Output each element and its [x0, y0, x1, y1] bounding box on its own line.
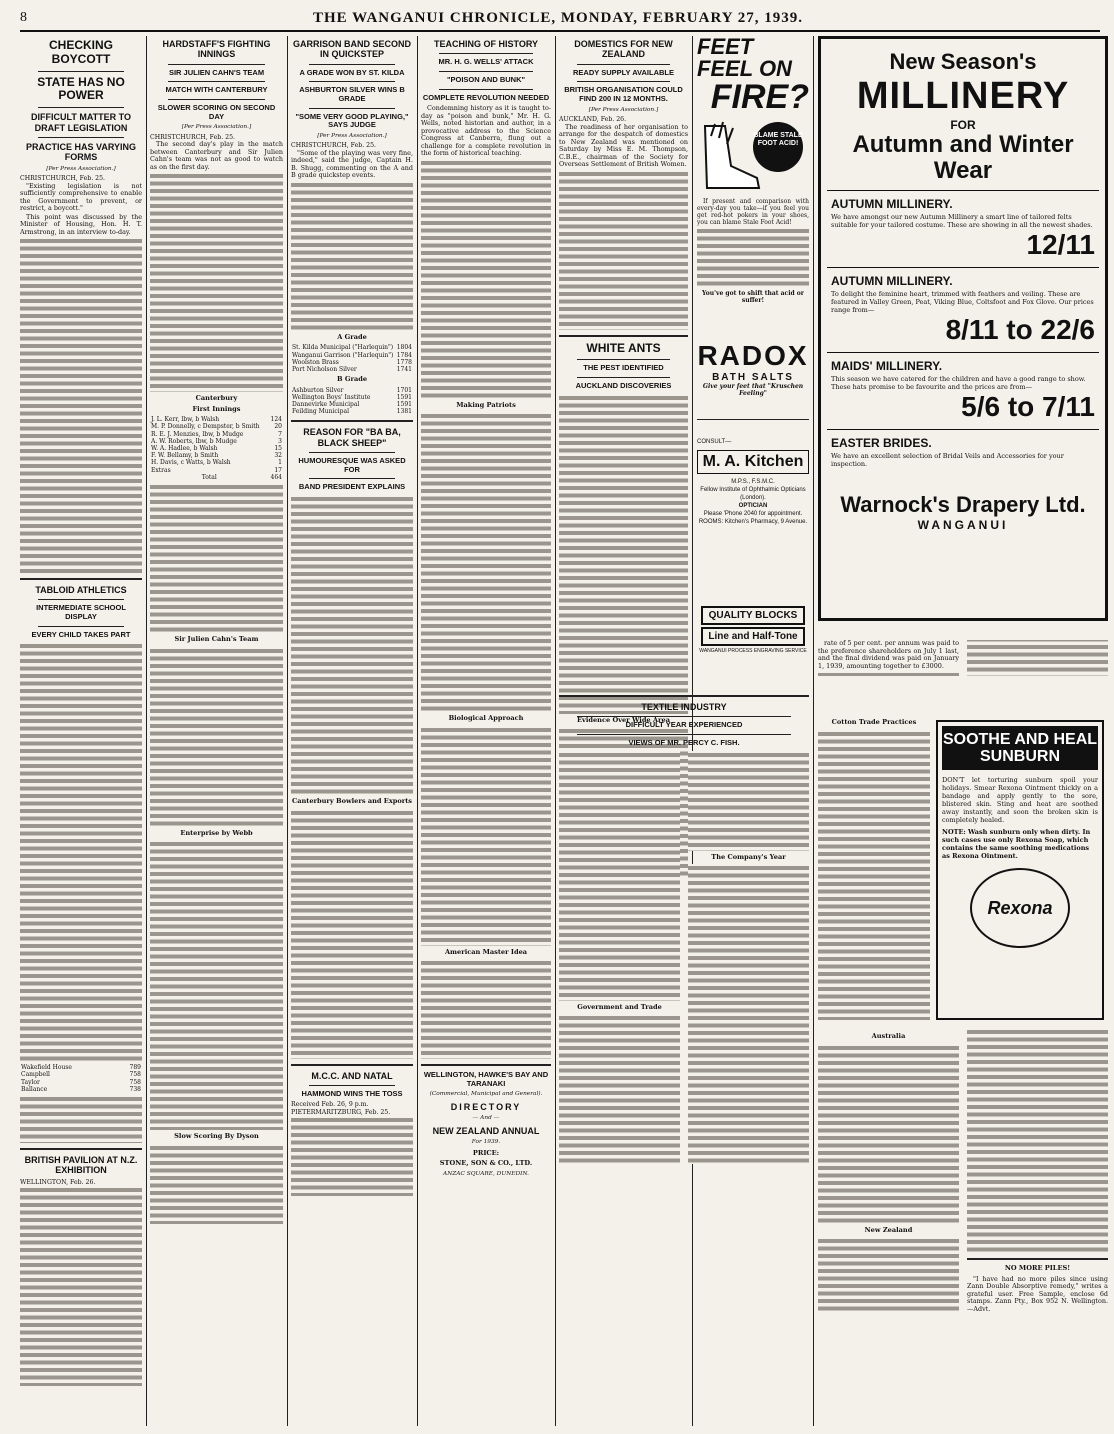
- headline: TEACHING OF HISTORY: [433, 39, 538, 49]
- subheadline: DIFFICULT YEAR EXPERIENCED: [625, 720, 743, 730]
- section-heading: Australia: [871, 1032, 906, 1040]
- section-heading: Enterprise by Webb: [180, 828, 253, 837]
- quality-blocks-sub: Line and Half-Tone: [701, 627, 805, 646]
- body-text-filler: [150, 647, 283, 827]
- body-text-filler: [20, 642, 142, 1062]
- section-heading: New Zealand: [864, 1225, 913, 1234]
- subheadline: "SOME VERY GOOD PLAYING," SAYS JUDGE: [295, 111, 409, 130]
- textile-article: [559, 690, 809, 1426]
- body-text-filler: [150, 840, 283, 1130]
- rexona-tin: Rexona: [970, 868, 1070, 948]
- headline: STATE HAS NO POWER: [37, 74, 125, 103]
- body-text-filler: [421, 726, 551, 946]
- body-text-filler: [697, 227, 809, 287]
- dateline: CHRISTCHURCH, Feb. 25.: [291, 142, 377, 150]
- directory-heading: WELLINGTON, HAWKE'S BAY AND TARANAKI: [423, 1070, 549, 1088]
- optician-role: OPTICIAN: [738, 503, 768, 509]
- body-text-filler: [291, 495, 413, 795]
- table-row: R. E. J. Menzies, lbw, b Mudge 7: [151, 430, 282, 438]
- millinery-title: MILLINERY: [856, 75, 1070, 117]
- table-row: J. L. Kerr, lbw, b Walsh 124: [151, 416, 282, 424]
- section-heading: A Grade: [337, 332, 367, 341]
- section-heading: Making Patriots: [456, 400, 516, 409]
- body-text-filler: [818, 730, 930, 1020]
- table-row: Taylor 758: [21, 1078, 141, 1086]
- subheadline: "POISON AND BUNK": [446, 74, 526, 84]
- body-text-filler: [421, 412, 551, 712]
- quality-blocks-title: QUALITY BLOCKS: [701, 606, 805, 625]
- masthead: [20, 6, 1100, 32]
- batting-table: [150, 416, 283, 481]
- table-row: M. P. Donnelly, c Dempster, b Smith 20: [151, 423, 282, 431]
- millinery-for: FOR: [950, 118, 976, 132]
- section-desc: To delight the feminine heart, trimmed with feathers and veiling. These are featured in Valley Green, Peat, Viking Blue, Coltsfoot and Fox Glove. Our prices range from—: [831, 290, 1094, 314]
- radox-ad: [697, 340, 809, 420]
- australia-nz-article: [818, 1030, 1108, 1426]
- paragraph: Condemning history as it is taught to-day as "poison and bunk," Mr. H. G. Wells, noted historian and author, in a provocative address to the Science Congress at Canberra, flung out a challenge for a complete revolution in the form of historical teaching.: [421, 104, 551, 158]
- subheadline: HAMMOND WINS THE TOSS: [301, 1088, 403, 1098]
- page-number: 8: [20, 10, 28, 25]
- table-row: Woolston Brass 1778: [292, 358, 412, 366]
- millinery-section: [827, 353, 1099, 430]
- paragraph: The readiness of her organisation to arrange for the despatch of domestics to New Zealand was mentioned on Saturday by Miss E. M. Thompson, C.B.E., chairman of the Society for Overseas Settlement of British Women.: [559, 122, 688, 169]
- price: 8/11 to 22/6: [945, 314, 1095, 345]
- byline: [Per Press Association.]: [46, 165, 116, 172]
- column-rule: [813, 36, 814, 1426]
- table-row: A. W. Roberts, lbw, b Mudge 3: [151, 437, 282, 445]
- subheadline: DIFFICULT MATTER TO DRAFT LEGISLATION: [31, 112, 131, 133]
- paragraph: "Some of the playing was very fine, indeed," said the judge, Captain H. B. Shugg, commenting on the A and B grade quickstep events.: [291, 148, 413, 180]
- dateline: CHRISTCHURCH, Feb. 25.: [20, 175, 106, 183]
- body-text-filler: [688, 864, 809, 1164]
- body-text-filler: [291, 1116, 413, 1196]
- radox-sub: BATH SALTS: [712, 372, 794, 383]
- optician-ad: [697, 438, 809, 588]
- subheadline: A GRADE WON BY ST. KILDA: [299, 67, 405, 77]
- optician-phone: Please 'Phone 2040 for appointment.: [703, 511, 803, 517]
- feet-ad-tag: You've got to shift that acid or suffer!: [702, 290, 804, 304]
- headline: CHECKING BOYCOTT: [48, 38, 113, 66]
- byline: [Per Press Association.]: [317, 132, 387, 139]
- table-row: Ballance 738: [21, 1085, 141, 1093]
- column-rule: [555, 36, 556, 1426]
- table-row: St. Kilda Municipal ("Harlequin") 1804: [292, 344, 412, 352]
- column-rule: [417, 36, 418, 1426]
- grade-b-table: [291, 387, 413, 416]
- feet-ad: [697, 36, 809, 336]
- paragraph: This point was discussed by the Minister of Housing, Hon. H. T. Armstrong, in an interview to-day.: [20, 212, 142, 236]
- paragraph: The second day's play in the match between Canterbury and Sir Julien Cahn's team was not as good to watch as on the first day.: [150, 140, 283, 171]
- section-heading: Slow Scoring By Dyson: [174, 1132, 259, 1141]
- section-heading: American Master Idea: [444, 947, 528, 956]
- optician-fellow: Fellow Institute of Ophthalmic Opticians (London).: [700, 487, 806, 501]
- table-row: Feilding Municipal 1381: [292, 408, 412, 416]
- store-town: WANGANUI: [917, 518, 1009, 532]
- grade-a-table: [291, 344, 413, 373]
- table-row: H. Davis, c Watts, b Walsh 1: [151, 459, 282, 467]
- headline: REASON FOR "BA BA, BLACK SHEEP": [303, 427, 401, 448]
- optician-quals: M.P.S., F.S.M.C.: [731, 479, 775, 485]
- subheadline: MR. H. G. WELLS' ATTACK: [438, 57, 534, 67]
- headline: BRITISH PAVILION AT N.Z. EXHIBITION: [24, 1155, 138, 1176]
- subheadline: SLOWER SCORING ON SECOND DAY: [157, 102, 276, 121]
- optician-rooms: ROOMS: Kitchen's Pharmacy, 9 Avenue.: [698, 519, 808, 525]
- section-heading: Canterbury: [195, 394, 238, 403]
- textile-continued: [818, 640, 1108, 710]
- section-heading: Canterbury Bowlers and Exports: [291, 797, 413, 805]
- column-rule: [287, 36, 288, 1426]
- body-text-filler: [421, 159, 551, 399]
- rexona-note: NOTE: Wash sunburn only when dirty. In such cases use only Rexona Soap, which contains the same soothing medications as Rexona Ointment.: [942, 828, 1091, 860]
- section-heading: The Company's Year: [711, 852, 786, 861]
- millinery-section: [827, 191, 1099, 268]
- body-text-filler: [421, 959, 551, 1059]
- body-text-filler: [291, 809, 413, 1059]
- section-heading: Cotton Trade Practices: [831, 718, 917, 726]
- subheadline: SIR JULIEN CAHN'S TEAM: [168, 67, 265, 77]
- section-desc: We have an excellent selection of Bridal Veils and Accessories for your inspection.: [831, 452, 1064, 468]
- paragraph: rate of 5 per cent. per annum was paid to the preference shareholders on July 1 last, and the final dividend was paid on January 1, 1939, amounting together to £3000.: [818, 640, 959, 670]
- column-1: [20, 36, 142, 1426]
- headline: DOMESTICS FOR NEW ZEALAND: [574, 39, 673, 60]
- body-text-filler: [559, 170, 688, 330]
- directory-annual: NEW ZEALAND ANNUAL: [432, 1125, 540, 1136]
- subheadline: EVERY CHILD TAKES PART: [31, 629, 131, 639]
- subheadline: PRACTICE HAS VARYING FORMS: [25, 141, 136, 163]
- price: 5/6 to 7/11: [961, 391, 1095, 422]
- table-row: Dannevirke Municipal 1591: [292, 401, 412, 409]
- millinery-ad: [818, 36, 1108, 621]
- headline: TEXTILE INDUSTRY: [641, 702, 727, 712]
- masthead-title: THE WANGANUI CHRONICLE, MONDAY, FEBRUARY 27, 1939.: [312, 9, 804, 26]
- headline: M.C.C. AND NATAL: [311, 1070, 393, 1081]
- stale-acid-badge: BLAME STALE FOOT ACID!: [753, 122, 803, 172]
- millinery-section: [827, 268, 1099, 353]
- feet-ad-fire: FIRE?: [710, 78, 809, 116]
- subheadline: INTERMEDIATE SCHOOL DISPLAY: [36, 603, 126, 622]
- millinery-new: New Season's: [889, 49, 1037, 74]
- subheadline: HUMOURESQUE WAS ASKED FOR: [298, 456, 406, 474]
- section-title: AUTUMN MILLINERY.: [831, 197, 953, 211]
- shoe-illustration: [697, 116, 809, 196]
- subheadline: BAND PRESIDENT EXPLAINS: [298, 482, 406, 492]
- millinery-banner: [827, 45, 1099, 191]
- section-heading: B Grade: [336, 375, 368, 384]
- directory-publisher: STONE, SON & CO., LTD.: [439, 1159, 533, 1168]
- body-text-filler: [150, 172, 283, 392]
- body-text-filler: [20, 237, 142, 573]
- quality-blocks-ad: [697, 604, 809, 654]
- subheadline: BRITISH ORGANISATION COULD FIND 200 IN 12 MONTHS.: [564, 85, 683, 103]
- table-row: F. W. Bellamy, b Smith 32: [151, 452, 282, 460]
- section-heading: Biological Approach: [448, 714, 524, 723]
- textile-body: [559, 751, 809, 1165]
- headline: HARDSTAFF'S FIGHTING INNINGS: [162, 39, 271, 60]
- feet-ad-title: FEET FEEL ON: [697, 36, 792, 81]
- body-text-filler: [291, 181, 413, 331]
- section-heading: Government and Trade: [577, 1002, 662, 1011]
- table-row: Wanganui Garrison ("Harlequin") 1784: [292, 351, 412, 359]
- quality-blocks-tag: WANGANUI PROCESS ENGRAVING SERVICE: [699, 648, 807, 654]
- section-title: MAIDS' MILLINERY.: [831, 359, 943, 373]
- body-text-filler: [20, 1095, 142, 1143]
- section-desc: This season we have catered for the children and have a good range to show. These hats promise to be favourite and the prices are from—: [831, 375, 1086, 391]
- byline: [Per Press Association.]: [181, 124, 252, 131]
- directory-and: — And —: [472, 1115, 500, 1122]
- headline: GARRISON BAND SECOND IN QUICKSTEP: [292, 39, 411, 60]
- subheadline: THE PEST IDENTIFIED: [583, 363, 664, 373]
- section-heading: Sir Julien Cahn's Team: [174, 635, 259, 644]
- table-row: Wakefield House 789: [21, 1064, 141, 1072]
- optician-name: M. A. Kitchen: [697, 450, 809, 474]
- dateline: WELLINGTON, Feb. 26.: [20, 1178, 96, 1186]
- byline: [Per Press Association.]: [588, 106, 659, 113]
- rexona-ad: [936, 720, 1104, 1020]
- radox-tag: Give your feet that "Kruschen Feeling": [702, 383, 804, 397]
- millinery-season: Autumn and Winter Wear: [852, 131, 1074, 184]
- table-row: Wellington Boys' Institute 1591: [292, 393, 412, 401]
- dateline: AUCKLAND, Feb. 26.: [559, 116, 627, 124]
- body-text-filler: [150, 483, 283, 633]
- section-desc: We have amongst our new Autumn Millinery a smart line of tailored felts suitable for your tailored costume. These are showing in all the newest shades.: [831, 213, 1093, 229]
- feet-ad-body: If present and comparison with every-day you take—if you feel you get red-hot pokers in your shoes, you can blame Stale Foot Acid!: [697, 198, 809, 226]
- rexona-headline: SOOTHE AND HEAL SUNBURN: [942, 726, 1098, 770]
- body-text-filler: [559, 751, 680, 1001]
- body-text-filler: [818, 1044, 959, 1224]
- trade-practices-article: [818, 716, 930, 1026]
- directory-address: ANZAC SQUARE, DUNEDIN.: [443, 1170, 529, 1177]
- section-heading: Evidence Over Wide Area: [577, 715, 670, 724]
- directory-title: DIRECTORY: [450, 1101, 522, 1112]
- piles-heading: NO MORE PILES!: [1004, 1264, 1071, 1272]
- column-2: [150, 36, 283, 1426]
- section-heading: First Innings: [192, 404, 241, 413]
- subheadline: MATCH WITH CANTERBURY: [165, 85, 268, 95]
- section-title: EASTER BRIDES.: [831, 436, 932, 450]
- dateline: Received Feb. 26, 9 p.m. PIETERMARITZBURG, Feb. 25.: [291, 1101, 391, 1116]
- column-rule: [146, 36, 147, 1426]
- subheadline: VIEWS OF MR. PERCY C. FISH.: [628, 737, 740, 747]
- price: 12/11: [1026, 229, 1095, 260]
- subheadline: AUCKLAND DISCOVERIES: [575, 380, 672, 390]
- headline: WHITE ANTS: [586, 340, 661, 355]
- dateline: CHRISTCHURCH, Feb. 25.: [150, 133, 236, 141]
- column-3: [291, 36, 413, 1426]
- paragraph: "Existing legislation is not sufficiently comprehensive to enable the Government to prevent, or restrict, a boycott.": [20, 181, 142, 213]
- results-table: [20, 1064, 142, 1093]
- millinery-section: [827, 430, 1099, 474]
- column-4: [421, 36, 551, 1426]
- directory-price: PRICE:: [472, 1148, 500, 1157]
- subheadline: COMPLETE REVOLUTION NEEDED: [422, 92, 550, 102]
- body-text-filler: [20, 1186, 142, 1386]
- radox-logo: RADOX: [697, 340, 809, 371]
- rexona-body: DON'T let torturing sunburn spoil your holidays. Smear Rexona Ointment thickly on a bandage and apply gently to the sore, blistered skin. Sting and heat are soothed away instantly, and soon the broken skin is completely healed.: [942, 776, 1098, 824]
- table-row: W. A. Hadlee, b Walsh 15: [151, 445, 282, 452]
- table-row: Total 464: [201, 473, 282, 481]
- store-name: Warnock's Drapery Ltd.: [840, 492, 1086, 517]
- table-row: Port Nicholson Silver 1741: [292, 365, 412, 373]
- subheadline: READY SUPPLY AVAILABLE: [573, 67, 674, 77]
- table-row: Ashburton Silver 1701: [292, 386, 412, 394]
- directory-year: For 1939.: [471, 1139, 501, 1146]
- consult-label: CONSULT—: [697, 439, 732, 445]
- piles-advert: "I have had no more piles since using Zann Double Absorptive remedy," writes a grateful user. Free Sample, enclose 6d stamps. Zann Pty., Box 952 N. Wellington.—Advt.: [967, 1274, 1108, 1313]
- headline: TABLOID ATHLETICS: [35, 585, 127, 596]
- table-row: Campbell 758: [21, 1071, 141, 1079]
- body-text-filler: [559, 394, 688, 714]
- directory-sub: (Commercial, Municipal and General).: [429, 1091, 543, 1098]
- body-text-filler: [150, 1144, 283, 1224]
- section-title: AUTUMN MILLINERY.: [831, 274, 953, 288]
- subheadline: ASHBURTON SILVER WINS B GRADE: [299, 85, 405, 103]
- table-row: Extras 17: [151, 466, 282, 474]
